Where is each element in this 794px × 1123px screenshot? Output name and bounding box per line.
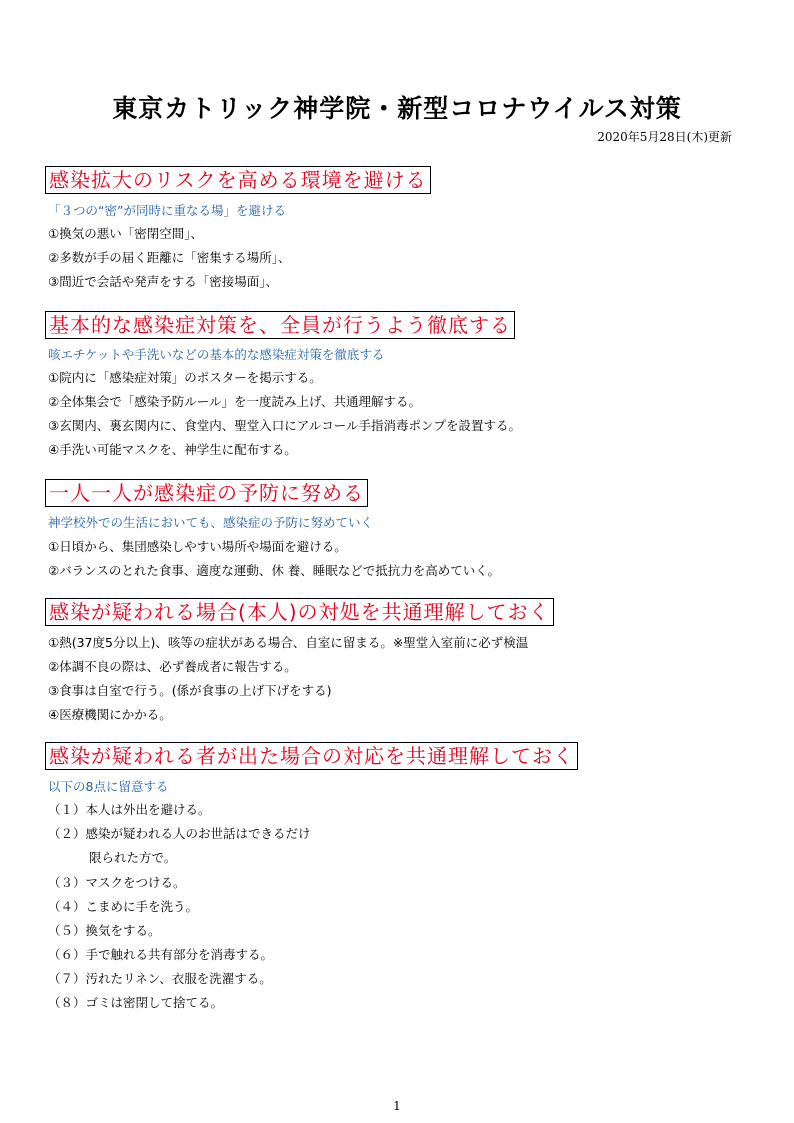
section-subheading: 神学校外での生活においても、感染症の予防に努めていく	[48, 515, 374, 530]
list-item: （６）手で触れる共有部分を消毒する。	[48, 947, 274, 962]
section-heading-suspected-other: 感染が疑われる者が出た場合の対応を共通理解しておく	[45, 742, 578, 770]
list-item: 限られた方で。	[89, 850, 177, 865]
list-item: ①院内に「感染症対策」のポスターを掲示する。	[48, 370, 322, 385]
page-title: 東京カトリック神学院・新型コロナウイルス対策	[112, 94, 682, 123]
section-heading-individual-prevention: 一人一人が感染症の予防に努める	[45, 479, 368, 507]
list-item: ③間近で会話や発声をする「密接場面」、	[48, 274, 278, 289]
section-subheading: 以下の8点に留意する	[48, 779, 169, 794]
list-item: （２）感染が疑われる人のお世話はできるだけ	[48, 826, 311, 841]
list-item: （１）本人は外出を避ける。	[48, 802, 211, 817]
list-item: ③食事は自室で行う。(係が食事の上げ下げをする)	[48, 683, 332, 698]
section-heading-suspected-self: 感染が疑われる場合(本人)の対処を共通理解しておく	[45, 598, 554, 626]
list-item: ①熱(37度5分以上)、咳等の症状がある場合、自室に留まる。※聖堂入室前に必ず検温	[48, 635, 529, 650]
list-item: ②全体集会で「感染予防ルール」を一度読み上げ、共通理解する。	[48, 394, 421, 409]
list-item: ③玄関内、裏玄関内に、食堂内、聖堂入口にアルコール手指消毒ポンプを設置する。	[48, 418, 521, 433]
list-item: ④医療機関にかかる。	[48, 707, 172, 722]
list-item: ①換気の悪い「密閉空間」、	[48, 226, 203, 241]
list-item: ②体調不良の際は、必ず養成者に報告する。	[48, 659, 297, 674]
update-date: 2020年5月28日(木)更新	[597, 130, 732, 144]
list-item: ①日頃から、集団感染しやすい場所や場面を避ける。	[48, 539, 347, 554]
list-item: （５）換気をする。	[48, 923, 161, 938]
list-item: （４）こまめに手を洗う。	[48, 899, 199, 914]
section-heading-avoid-environments: 感染拡大のリスクを高める環境を避ける	[45, 166, 431, 194]
list-item: （３）マスクをつける。	[48, 875, 186, 890]
list-item: （７）汚れたリネン、衣服を洗濯する。	[48, 971, 272, 986]
list-item: ④手洗い可能マスクを、神学生に配布する。	[48, 442, 297, 457]
section-subheading: 咳エチケットや手洗いなどの基本的な感染症対策を徹底する	[48, 347, 385, 362]
page-number: 1	[393, 1099, 401, 1113]
list-item: ②多数が手の届く距離に「密集する場所」、	[48, 250, 291, 265]
list-item: （８）ゴミは密閉して捨てる。	[48, 995, 224, 1010]
section-heading-basic-measures: 基本的な感染症対策を、全員が行うよう徹底する	[45, 311, 515, 339]
list-item: ②バランスのとれた食事、適度な運動、休 養、睡眠などで抵抗力を高めていく。	[48, 563, 501, 578]
section-subheading: 「３つの“密”が同時に重なる場」を避ける	[48, 203, 286, 218]
